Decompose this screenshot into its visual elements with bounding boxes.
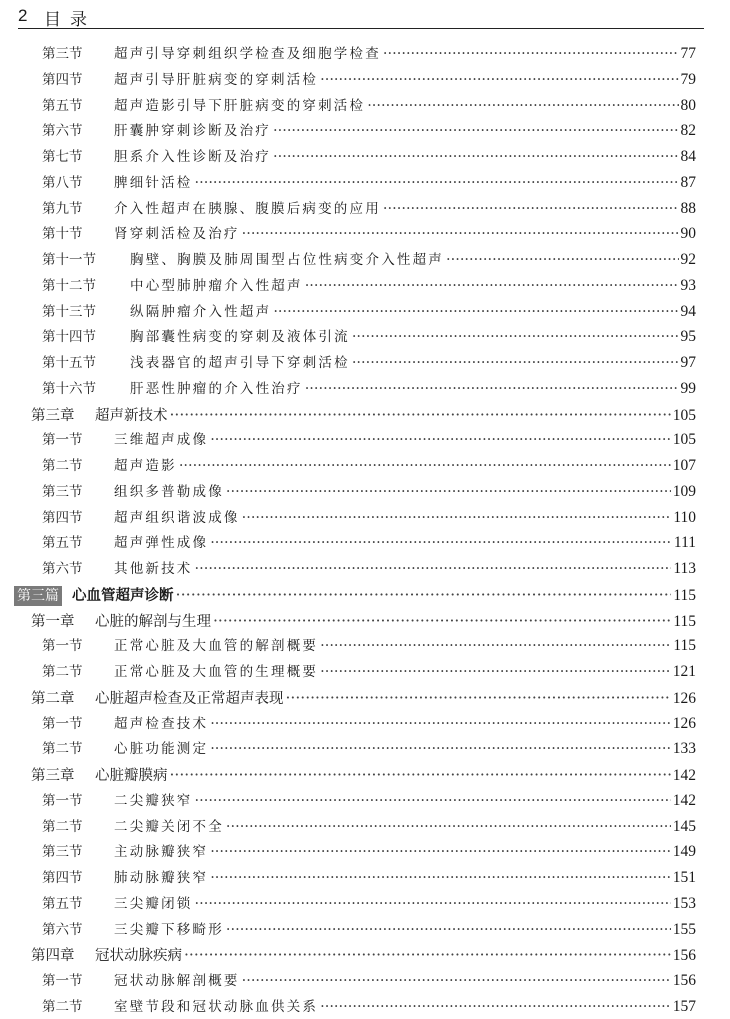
toc-section-entry[interactable] [42, 815, 696, 839]
toc-leader-dots [242, 969, 671, 993]
toc-entry-page-number: 115 [673, 586, 696, 604]
toc-leader-dots [273, 300, 678, 324]
toc-chapter-entry[interactable] [31, 763, 696, 787]
toc-leader-dots [226, 480, 671, 504]
toc-section-entry[interactable] [42, 557, 696, 581]
toc-entry-label: 第三章 [31, 407, 75, 424]
toc-section-entry[interactable] [42, 248, 696, 272]
toc-entry-page-number: 90 [680, 225, 696, 243]
toc-entry-label: 第二节 [42, 741, 83, 758]
toc-leader-dots [226, 815, 671, 839]
toc-entry-page-number: 113 [673, 560, 696, 577]
toc-leader-dots [242, 222, 679, 246]
toc-section-entry[interactable] [42, 300, 696, 324]
toc-leader-dots [210, 712, 671, 736]
toc-entry-page-number: 88 [680, 199, 696, 217]
toc-entry-page-number: 156 [672, 972, 696, 989]
toc-entry-label: 第三节 [42, 46, 83, 62]
toc-entry-title: 二尖瓣关闭不全 [114, 818, 224, 835]
toc-entry-page-number: 92 [680, 251, 696, 268]
toc-section-entry[interactable] [42, 119, 696, 143]
toc-entry-title: 三维超声成像 [114, 432, 209, 449]
toc-entry-label: 第一节 [42, 715, 83, 732]
toc-entry-page-number: 87 [680, 173, 696, 191]
toc-entry-label: 第一节 [42, 973, 83, 989]
toc-entry-label: 第十四节 [42, 329, 96, 346]
header-rule [18, 28, 704, 29]
toc-chapter-entry[interactable] [31, 686, 696, 710]
toc-section-entry[interactable] [42, 145, 696, 169]
toc-entry-label: 第三章 [31, 768, 75, 784]
toc-section-entry[interactable] [42, 866, 696, 890]
toc-leader-dots [213, 609, 671, 633]
toc-leader-dots [210, 737, 671, 761]
toc-entry-page-number: 77 [680, 45, 696, 62]
toc-entry-label: 第一节 [42, 432, 83, 449]
toc-entry-title: 心脏瓣膜病 [95, 768, 168, 784]
toc-leader-dots [195, 557, 672, 581]
toc-leader-dots [179, 454, 671, 478]
toc-entry-title: 二尖瓣狭窄 [114, 792, 193, 809]
toc-entry-label: 第十三节 [42, 303, 96, 320]
toc-section-entry[interactable] [42, 377, 696, 401]
toc-leader-dots [226, 918, 671, 942]
toc-section-entry[interactable] [42, 480, 696, 504]
toc-entry-title: 超声新技术 [95, 407, 168, 424]
toc-entry-title: 心脏的解剖与生理 [95, 613, 211, 630]
toc-entry-title: 正常心脏及大血管的解剖概要 [114, 638, 319, 655]
toc-entry-title: 冠状动脉解剖概要 [114, 973, 240, 989]
toc-entry-label: 第十六节 [42, 380, 96, 397]
toc-entry-page-number: 105 [672, 431, 696, 449]
toc-leader-dots [320, 68, 678, 92]
toc-chapter-entry[interactable] [31, 609, 696, 633]
toc-section-entry[interactable] [42, 789, 696, 813]
toc-leader-dots [195, 171, 679, 195]
toc-entry-title: 肝囊肿穿刺诊断及治疗 [114, 123, 271, 140]
toc-section-entry[interactable] [42, 918, 696, 942]
toc-entry-page-number: 115 [673, 612, 696, 630]
toc-chapter-entry[interactable] [31, 943, 696, 967]
page-header [18, 4, 704, 28]
toc-entry-page-number: 126 [672, 689, 696, 707]
toc-leader-dots [210, 428, 671, 452]
toc-entry-page-number: 157 [672, 997, 696, 1015]
toc-entry-page-number: 82 [680, 122, 696, 140]
toc-entry-title: 肾穿刺活检及治疗 [114, 226, 240, 243]
page-header-title: 目录 [44, 10, 96, 30]
toc-entry-title: 超声引导穿刺组织学检查及细胞学检查 [114, 46, 381, 62]
toc-leader-dots [383, 42, 679, 66]
toc-leader-dots [305, 377, 679, 401]
toc-entry-title: 主动脉瓣狭窄 [114, 844, 209, 861]
toc-entry-title: 正常心脏及大血管的生理概要 [114, 664, 319, 680]
toc-section-entry[interactable] [42, 197, 696, 221]
toc-entry-page-number: 95 [680, 328, 696, 346]
toc-entry-page-number: 110 [673, 508, 696, 526]
toc-entry-page-number: 126 [672, 714, 696, 732]
toc-entry-page-number: 79 [680, 70, 696, 88]
toc-leader-dots [184, 943, 671, 967]
toc-entry-title: 心脏超声检查及正常超声表现 [95, 690, 284, 707]
toc-section-entry[interactable] [42, 660, 696, 684]
toc-entry-page-number: 84 [680, 148, 696, 165]
toc-section-entry[interactable] [42, 892, 696, 916]
toc-entry-label: 第四节 [42, 870, 83, 886]
toc-leader-dots [242, 506, 672, 530]
toc-entry-title: 组织多普勒成像 [114, 483, 224, 500]
toc-leader-dots [210, 531, 672, 555]
toc-entry-page-number: 156 [672, 947, 696, 965]
toc-entry-title: 胸壁、胸膜及肺周围型占位性病变介入性超声 [130, 252, 444, 268]
toc-entry-title: 肝恶性肿瘤的介入性治疗 [130, 380, 303, 397]
toc-entry-title: 中心型肺肿瘤介入性超声 [130, 277, 303, 294]
toc-entry-title: 肺动脉瓣狭窄 [114, 870, 209, 886]
toc-entry-label: 第五节 [42, 535, 83, 552]
toc-entry-page-number: 145 [672, 817, 696, 835]
toc-section-entry[interactable] [42, 454, 696, 478]
toc-entry-page-number: 153 [672, 894, 696, 912]
toc-entry-title: 超声造影引导下肝脏病变的穿刺活检 [114, 97, 366, 114]
toc-entry-page-number: 142 [672, 791, 696, 809]
toc-entry-label: 第六节 [42, 561, 83, 577]
toc-section-entry[interactable] [42, 737, 696, 761]
page-number: 2 [18, 6, 28, 25]
toc-entry-label: 第一节 [42, 792, 83, 809]
toc-entry-label: 第十二节 [42, 277, 96, 294]
toc-section-entry[interactable] [42, 42, 696, 66]
toc-leader-dots [352, 351, 679, 375]
toc-entry-label: 第一节 [42, 638, 83, 655]
toc-section-entry[interactable] [42, 274, 696, 298]
toc-entry-title: 冠状动脉疾病 [95, 948, 182, 965]
toc-entry-label: 第五节 [42, 895, 83, 912]
toc-leader-dots [320, 660, 671, 684]
toc-entry-title: 胸部囊性病变的穿刺及液体引流 [130, 329, 350, 346]
toc-entry-page-number: 99 [680, 379, 696, 397]
toc-entry-label: 第六节 [42, 921, 83, 938]
toc-section-entry[interactable] [42, 531, 696, 555]
toc-leader-dots [195, 789, 671, 813]
toc-entry-title: 纵隔肿瘤介入性超声 [130, 303, 272, 320]
toc-entry-label: 第三节 [42, 483, 83, 500]
toc-leader-dots [273, 119, 679, 143]
toc-leader-dots [367, 94, 678, 118]
toc-section-entry[interactable] [42, 171, 696, 195]
toc-leader-dots [305, 274, 679, 298]
toc-entry-title: 浅表器官的超声引导下穿刺活检 [130, 355, 350, 371]
toc-entry-page-number: 111 [673, 534, 696, 552]
toc-entry-label: 第二节 [42, 818, 83, 835]
toc-entry-title: 心血管超声诊断 [72, 587, 174, 604]
toc-entry-label: 第一章 [31, 613, 75, 630]
toc-section-entry[interactable] [42, 428, 696, 452]
toc-leader-dots [383, 197, 679, 221]
toc-leader-dots [286, 686, 671, 710]
toc-section-entry[interactable] [42, 68, 696, 92]
toc-entry-label: 第四节 [42, 71, 83, 88]
toc-entry-title: 三尖瓣下移畸形 [114, 921, 224, 938]
toc-entry-label: 第二章 [31, 690, 75, 707]
toc-section-entry[interactable] [42, 712, 696, 736]
toc-leader-dots [320, 995, 671, 1019]
toc-entry-label: 第十一节 [42, 252, 96, 268]
toc-entry-label: 第八节 [42, 174, 83, 191]
toc-leader-dots [195, 892, 671, 916]
toc-leader-dots [446, 248, 679, 272]
toc-section-entry[interactable] [42, 995, 696, 1019]
toc-entry-page-number: 121 [672, 663, 696, 680]
toc-entry-page-number: 133 [672, 740, 696, 758]
toc-entry-label: 第三篇 [14, 586, 62, 606]
toc-entry-title: 胆系介入性诊断及治疗 [114, 149, 271, 165]
toc-leader-dots [210, 866, 671, 890]
toc-entry-title: 脾细针活检 [114, 174, 193, 191]
toc-section-entry[interactable] [42, 222, 696, 246]
toc-entry-label: 第十节 [42, 226, 83, 243]
toc-entry-page-number: 115 [673, 637, 696, 655]
toc-leader-dots [176, 583, 672, 607]
toc-entry-label: 第三节 [42, 844, 83, 861]
toc-entry-page-number: 151 [672, 869, 696, 886]
toc-entry-label: 第二节 [42, 998, 83, 1015]
toc-entry-page-number: 97 [680, 354, 696, 371]
toc-section-entry[interactable] [42, 840, 696, 864]
toc-entry-label: 第四节 [42, 509, 83, 526]
toc-section-entry[interactable] [42, 634, 696, 658]
toc-entry-title: 超声弹性成像 [114, 535, 209, 552]
toc-entry-page-number: 107 [672, 457, 696, 474]
toc-entry-page-number: 142 [672, 767, 696, 784]
toc-chapter-entry[interactable] [31, 403, 696, 427]
toc-leader-dots [170, 403, 671, 427]
toc-entry-title: 超声造影 [114, 458, 177, 474]
toc-section-entry[interactable] [42, 325, 696, 349]
toc-entry-label: 第二节 [42, 664, 83, 680]
toc-entry-title: 室壁节段和冠状动脉血供关系 [114, 998, 319, 1015]
toc-entry-label: 第七节 [42, 149, 83, 165]
toc-section-entry[interactable] [42, 351, 696, 375]
toc-entry-label: 第二节 [42, 458, 83, 474]
toc-leader-dots [320, 634, 671, 658]
toc-entry-page-number: 109 [672, 482, 696, 500]
toc-entry-page-number: 149 [672, 843, 696, 861]
toc-entry-label: 第六节 [42, 123, 83, 140]
toc-entry-title: 超声引导肝脏病变的穿刺活检 [114, 71, 319, 88]
toc-section-entry[interactable] [42, 969, 696, 993]
toc-section-entry[interactable] [42, 506, 696, 530]
toc-entry-label: 第九节 [42, 200, 83, 217]
toc-leader-dots [210, 840, 671, 864]
toc-entry-label: 第四章 [31, 948, 75, 965]
toc-entry-title: 心脏功能测定 [114, 741, 209, 758]
toc-entry-page-number: 105 [672, 406, 696, 424]
toc-entry-title: 超声组织谐波成像 [114, 509, 240, 526]
toc-part-entry[interactable] [14, 583, 696, 607]
toc-entry-label: 第五节 [42, 97, 83, 114]
toc-entry-page-number: 93 [680, 276, 696, 294]
toc-entry-page-number: 80 [680, 96, 696, 114]
toc-entry-title: 其他新技术 [114, 561, 193, 577]
toc-entry-page-number: 155 [672, 920, 696, 938]
toc-section-entry[interactable] [42, 94, 696, 118]
toc-leader-dots [352, 325, 679, 349]
toc-entry-title: 三尖瓣闭锁 [114, 895, 193, 912]
toc-leader-dots [273, 145, 679, 169]
toc-entry-page-number: 94 [680, 302, 696, 320]
toc-leader-dots [170, 763, 671, 787]
toc-entry-label: 第十五节 [42, 355, 96, 371]
toc-entry-title: 超声检查技术 [114, 715, 209, 732]
toc-entry-title: 介入性超声在胰腺、腹膜后病变的应用 [114, 200, 381, 217]
